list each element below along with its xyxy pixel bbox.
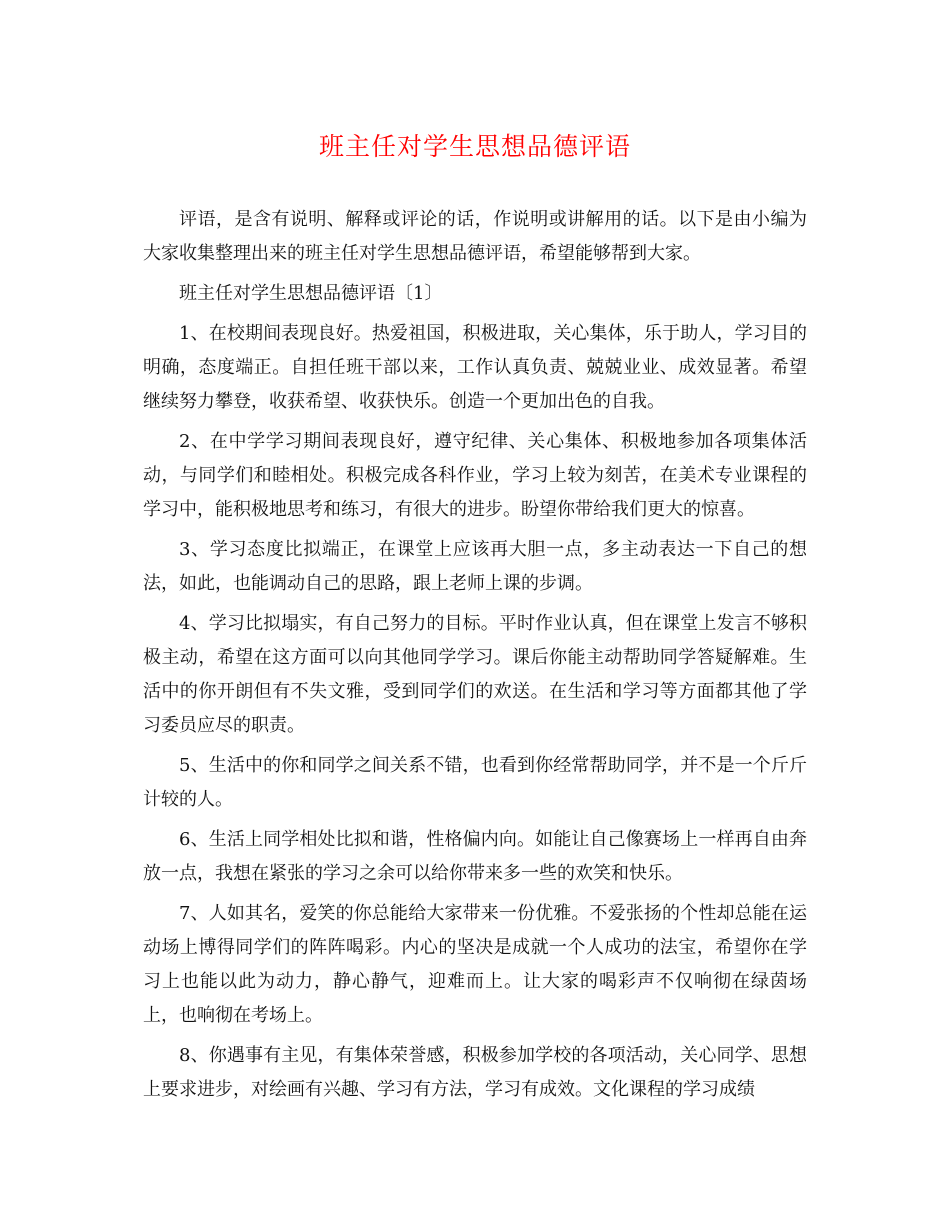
document-title: 班主任对学生思想品德评语 (318, 132, 631, 161)
comment-paragraph-1: 1、在校期间表现良好。热爱祖国，积极进取，关心集体，乐于助人，学习目的明确，态度端正。自担任班干部以来，工作认真负责、兢兢业业、成效显著。希望继续努力攀登，收获希望、收获快乐。创造一个更加出色的自我。 (143, 323, 807, 412)
comment-paragraph-6: 6、生活上同学相处比拟和谐，性格偏内向。如能让自己像赛场上一样再自由奔放一点，我想在紧张的学习之余可以给你带来多一些的欢笑和快乐。 (143, 829, 807, 884)
comment-paragraph-7: 7、人如其名，爱笑的你总能给大家带来一份优雅。不爱张扬的个性却总能在运动场上博得同学们的阵阵喝彩。内心的坚决是成就一个人成功的法宝，希望你在学习上也能以此为动力，静心静气，迎难而上。让大家的喝彩声不仅响彻在绿茵场上，也响彻在考场上。 (143, 903, 807, 1026)
comment-paragraph-5: 5、生活中的你和同学之间关系不错，也看到你经常帮助同学，并不是一个斤斤计较的人。 (143, 755, 807, 810)
comment-paragraph-4: 4、学习比拟塌实，有自己努力的目标。平时作业认真，但在课堂上发言不够积极主动，希望在这方面可以向其他同学学习。课后你能主动帮助同学答疑解难。生活中的你开朗但有不失文雅，受到同学们的欢送。在生活和学习等方面都其他了学习委员应尽的职责。 (143, 613, 807, 736)
document-body (143, 203, 807, 1113)
section-heading: 班主任对学生思想品德评语〔1〕 (179, 283, 443, 304)
intro-paragraph: 评语，是含有说明、解释或评论的话，作说明或讲解用的话。以下是由小编为大家收集整理出来的班主任对学生思想品德评语，希望能够帮到大家。 (143, 209, 807, 264)
comment-paragraph-3: 3、学习态度比拟端正，在课堂上应该再大胆一点，多主动表达一下自己的想法，如此，也能调动自己的思路，跟上老师上课的步调。 (143, 539, 807, 594)
comment-paragraph-2: 2、在中学学习期间表现良好，遵守纪律、关心集体、积极地参加各项集体活动，与同学们和睦相处。积极完成各科作业，学习上较为刻苦，在美术专业课程的学习中，能积极地思考和练习，有很大的进步。盼望你带给我们更大的惊喜。 (143, 431, 807, 520)
comment-paragraph-8: 8、你遇事有主见，有集体荣誉感，积极参加学校的各项活动，关心同学、思想上要求进步，对绘画有兴趣、学习有方法，学习有成效。文化课程的学习成绩 (143, 1045, 807, 1100)
